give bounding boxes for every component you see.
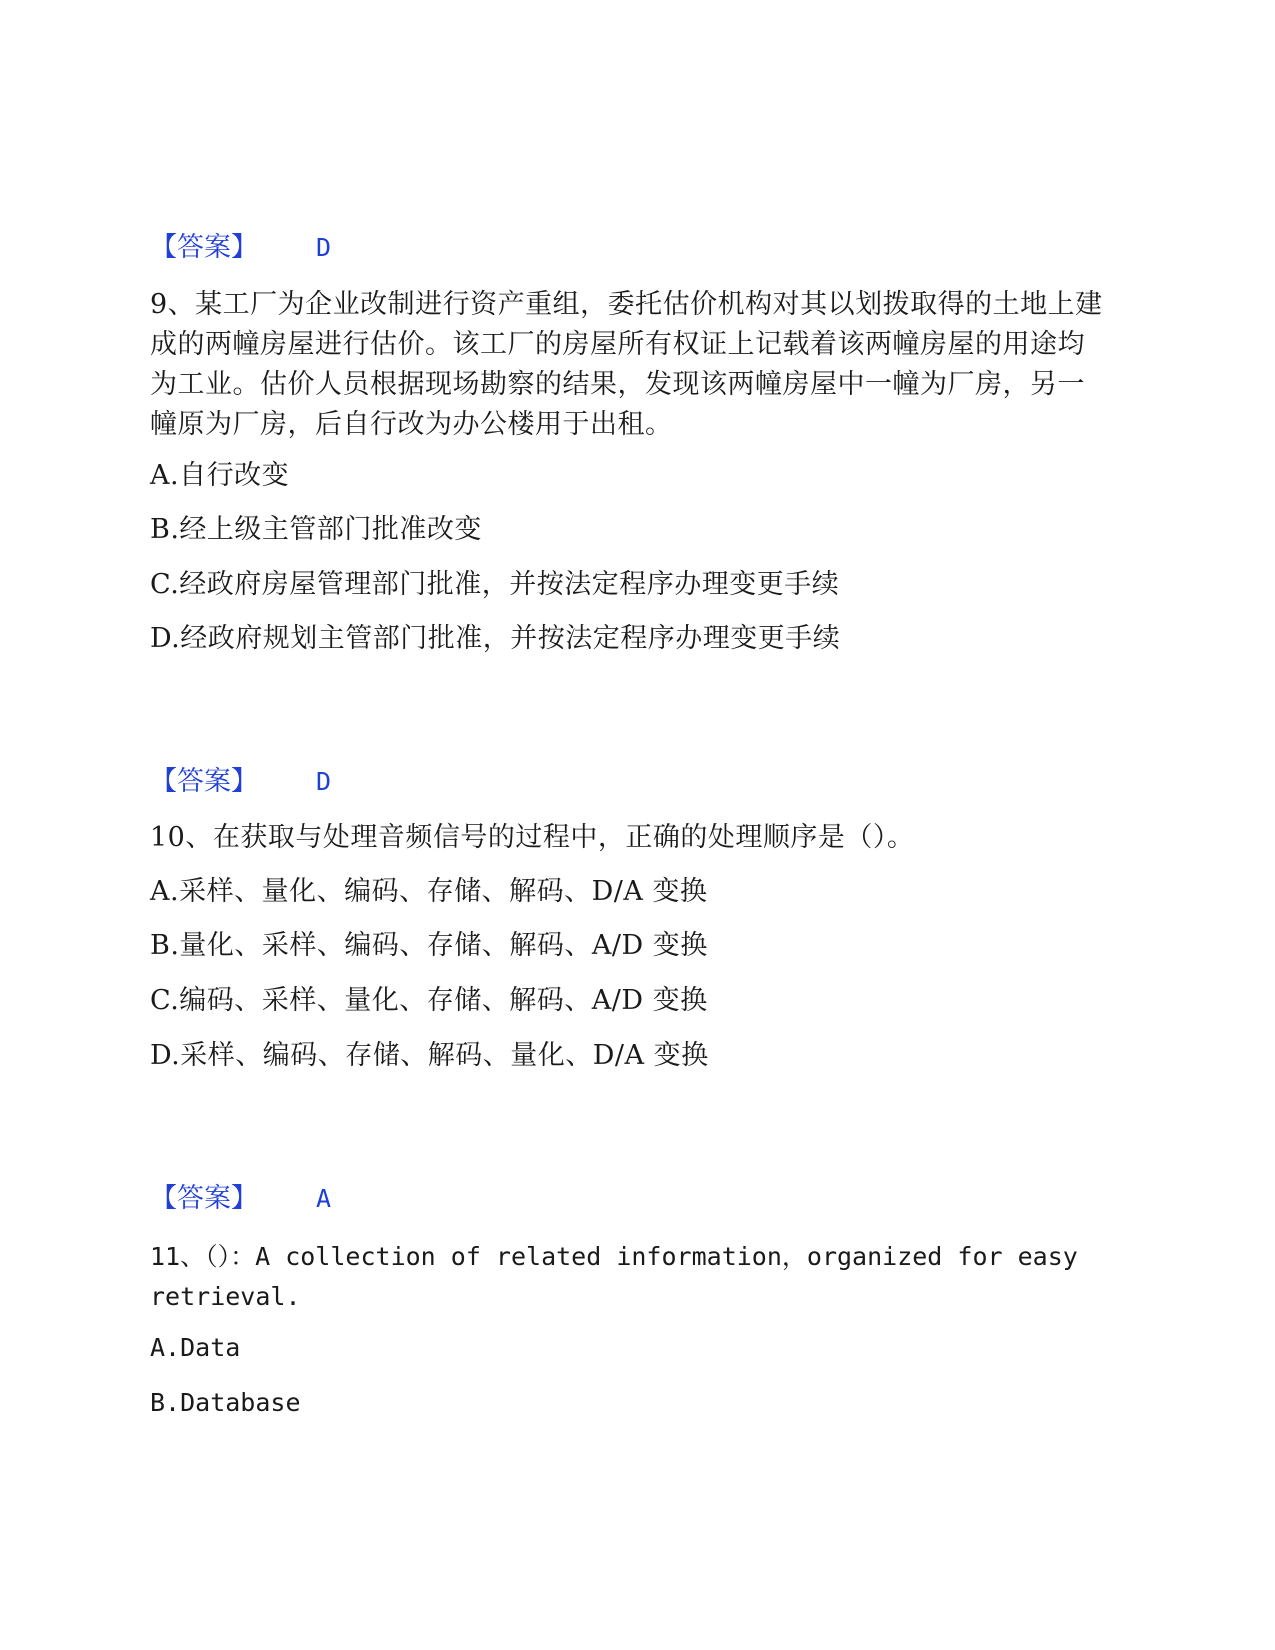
answer-value: D [316,233,332,262]
answer-value: A [316,1184,332,1213]
question-9-option-c: C.经政府房屋管理部门批准，并按法定程序办理变更手续 [150,569,840,600]
answer-value: D [316,767,332,796]
answer-line-q9 [150,766,1110,798]
answer-label: 【答案】 [150,232,258,263]
question-10-option-c: C.编码、采样、量化、存储、解码、A/D 变换 [150,985,708,1016]
question-11-text: 11、（）：A collection of related information，organized for easy retrieval. [150,1242,1078,1311]
question-10-option-b: B.量化、采样、编码、存储、解码、A/D 变换 [150,930,708,961]
answer-line-q10 [150,1183,1110,1215]
question-9-option-a: A.自行改变 [150,460,290,491]
question-10-option-d: D.采样、编码、存储、解码、量化、D/A 变换 [150,1040,709,1071]
answer-label: 【答案】 [150,1183,258,1214]
answer-line-q8 [150,232,1110,264]
answer-label: 【答案】 [150,766,258,797]
question-11-option-b: B.Database [150,1388,301,1417]
question-9-option-d: D.经政府规划主管部门批准，并按法定程序办理变更手续 [150,623,841,654]
question-9-text: 9、某工厂为企业改制进行资产重组，委托估价机构对其以划拨取得的土地上建成的两幢房屋进行估价。该工厂的房屋所有权证上记载着该两幢房屋的用途均为工业。估价人员根据现场勘察的结果，发现该两幢房屋中一幢为厂房，另一幢原为厂房，后自行改为办公楼用于出租。 [150,289,1103,440]
question-11-option-a: A.Data [150,1333,241,1362]
question-10-text: 10、在获取与处理音频信号的过程中，正确的处理顺序是（）。 [150,822,915,853]
question-9-option-b: B.经上级主管部门批准改变 [150,514,482,545]
question-10-option-a: A.采样、量化、编码、存储、解码、D/A 变换 [150,876,708,907]
